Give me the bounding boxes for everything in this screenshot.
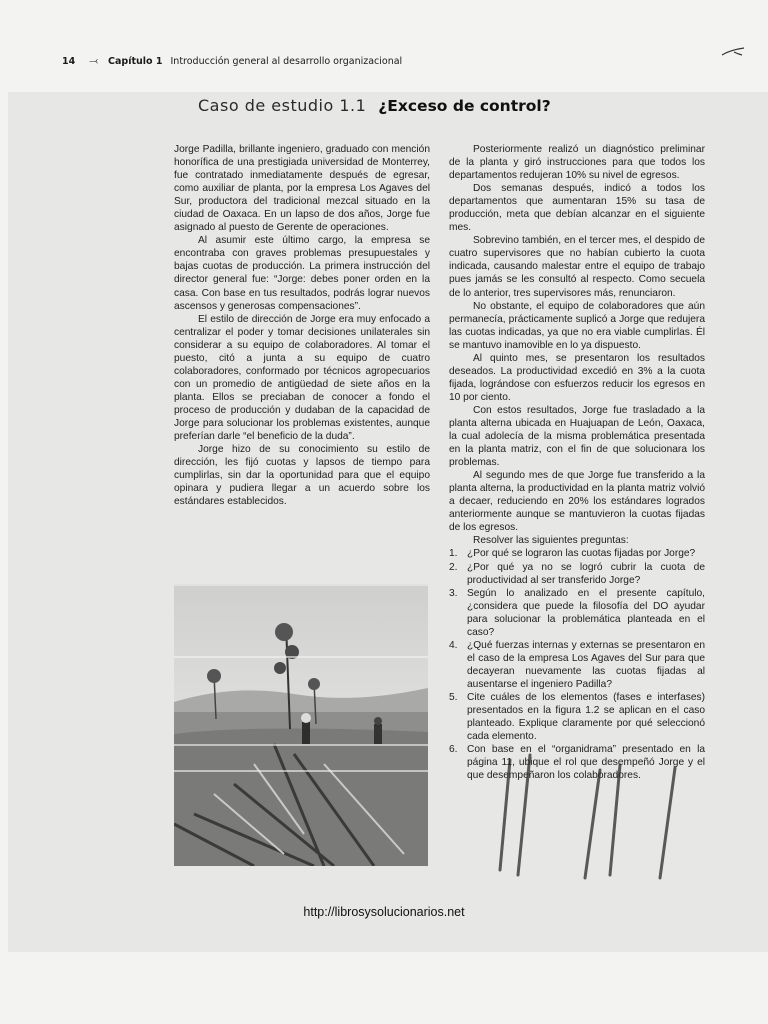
paragraph: Jorge hizo de su conocimiento su estilo de dirección, les fijó cuotas y lapsos de tiempo para cumplirlas, sin dar la oportunidad para que el equipo opinara y pudiera llegar a un acuerdo sobre los estándares establecidos. <box>174 444 430 508</box>
left-column <box>174 143 430 508</box>
page-number: 14 <box>62 55 76 67</box>
paragraph: El estilo de dirección de Jorge era muy enfocado a centralizar el poder y tomar decisiones unilaterales sin considerar a su equipo de colaboradores. Al tomar el puesto, citó a junta a su equipo de cuatro colaboradores, conformado por técnicos agropecuarios con un promedio de antigüedad de siete años en la planta. Ellos se preciaban de conocer a fondo el proceso de producción y dudaban de la capacidad de Jorge para solucionar los problemas existentes, aunque preferían darle “el beneficio de la duda”. <box>174 313 430 443</box>
source-url[interactable]: http://librosysolucionarios.net <box>303 905 465 919</box>
paragraph: Resolver las siguientes preguntas: <box>473 535 629 547</box>
chapter-arrow-icon: ⤙ <box>89 54 99 67</box>
case-question-title: ¿Exceso de control? <box>378 97 551 115</box>
agave-photo-illustration <box>174 584 428 866</box>
chapter-label: Capítulo 1 <box>108 55 163 67</box>
paragraph: Al asumir este último cargo, la empresa se encontraba con graves problemas presupuestales y bajas cuotas de producción. La primera instrucción del director general fue: “Jorge: debes poner orden en la casa. Con base en tus resultados, podrás lograr nuevos ascensos y generosas compensaciones”. <box>174 235 430 312</box>
paragraph: Al segundo mes de que Jorge fue transferido a la planta alterna, la productividad en la planta matriz volvió a decaer, reduciendo en 20% los estándares logrados anteriormente aunque se mantuvieron la cuotas fijadas de los egresos. <box>449 470 705 534</box>
paragraph: No obstante, el equipo de colaboradores que aún permanecía, prácticamente suplicó a Jorge que redujera las cuotas indicadas, ya que no era viable cumplirlas. Él se mantuvo inamovible en lo ya dispuesto. <box>449 300 705 351</box>
paragraph: Jorge Padilla, brillante ingeniero, graduado con mención honorífica de una prestigiada universidad de Monterrey, fue contratado inmediatamente después de egresar, como auxiliar de planta, por la empresa Los Agaves del Sur, productora del tradicional mezcal situado en la ciudad de Oaxaca. En un lapso de dos años, Jorge fue asignado al puesto de Gerente de operaciones. <box>174 144 430 234</box>
agave-field-photo <box>174 584 428 866</box>
list-item: 6. Con base en el “organidrama” presentado en la página 11, ubique el rol que desempeñó Jorge y el que desempeñaron los colaboradores. <box>449 744 705 782</box>
paragraph: Al quinto mes, se presentaron los resultados deseados. La productividad excedió en 3% a la cuota fijada, lográndose con esfuerzos reducir los egresos en 10 por ciento. <box>449 352 705 403</box>
chapter-title: Introducción general al desarrollo organizacional <box>170 55 403 67</box>
paragraph: Sobrevino también, en el tercer mes, el despido de cuatro supervisores que no habían cubierto la cuota indicada, causando malestar entre el equipo de trabajo pues jamás se les consultó al respecto. Como secuela de lo anterior, tres supervisores más, renunciaron. <box>449 235 705 299</box>
running-header <box>62 52 728 70</box>
list-item: 3. Según lo analizado en el presente capítulo, ¿considera que puede la filosofía del DO ayudar para solucionar la problemática planteada en el caso? <box>449 587 705 638</box>
list-item: 5. Cite cuáles de los elementos (fases e interfases) presentados en la figura 1.2 se aplican en el caso planteado. Explique claramente por qué seleccionó cada elemento. <box>449 691 705 743</box>
case-title <box>198 96 618 120</box>
list-item: 4. ¿Qué fuerzas internas y externas se presentaron en el caso de la empresa Los Agaves del Sur para que decayeran nuevamente las cuotas fijadas al ausentarse el ingeniero Padilla? <box>449 639 705 690</box>
paragraph: Dos semanas después, indicó a todos los departamentos que aumentaran 15% su tasa de producción, meta que debían alcanzar en el siguiente mes. <box>449 183 705 234</box>
right-column <box>449 143 705 782</box>
question-list <box>449 547 705 782</box>
list-item: 1. ¿Por qué se lograron las cuotas fijadas por Jorge? <box>449 548 696 560</box>
case-label: Caso de estudio 1.1 <box>198 96 367 115</box>
pen-mark-icon <box>720 46 746 58</box>
list-item: 2. ¿Por qué ya no se logró cubrir la cuota de productividad al ser transferido Jorge? <box>449 561 705 586</box>
paragraph: Con estos resultados, Jorge fue trasladado a la planta alterna ubicada en Huajuapan de León, Oaxaca, la cual adolecía de la misma problemática presentada en la planta matriz, con el fin de que solucionara los problemas. <box>449 404 705 469</box>
paragraph: Posteriormente realizó un diagnóstico preliminar de la planta y giró instrucciones para que todos los departamentos redujeran 10% su nivel de egresos. <box>449 144 705 182</box>
